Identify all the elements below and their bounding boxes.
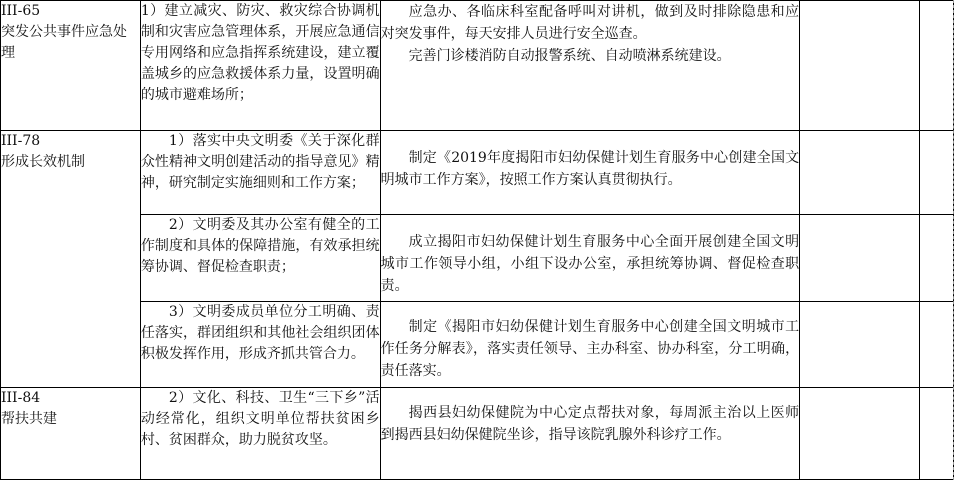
action-cell bbox=[380, 302, 800, 388]
item-name: 帮扶共建 bbox=[1, 411, 57, 427]
item-code: III-65 bbox=[1, 3, 41, 19]
requirement-cell bbox=[140, 388, 380, 480]
blank-cell bbox=[800, 215, 920, 302]
blank-cell bbox=[800, 388, 920, 480]
table-row bbox=[1, 215, 954, 302]
item-code: III-84 bbox=[1, 390, 41, 406]
action-cell bbox=[380, 388, 800, 480]
blank-cell bbox=[920, 388, 954, 480]
item-name: 突发公共事件应急处理 bbox=[1, 24, 127, 61]
blank-cell bbox=[800, 302, 920, 388]
requirement-text: 1）落实中央文明委《关于深化群众性精神文明创建活动的指导意见》精神，研究制定实施细则和工作方案； bbox=[140, 133, 380, 191]
item-code-cell bbox=[1, 388, 141, 480]
action-cell bbox=[380, 1, 800, 131]
blank-cell bbox=[800, 131, 920, 215]
blank-cell bbox=[920, 131, 954, 215]
table-row bbox=[1, 388, 954, 480]
requirement-cell bbox=[140, 1, 380, 131]
requirement-text: 1）建立减灾、防灾、救灾综合协调机制和灾害应急管理体系，开展应急通信专用网络和应急指挥系统建设，建立覆盖城乡的应急救援体系力量，设置明确的城市避难场所； bbox=[140, 3, 380, 103]
table-row bbox=[1, 131, 954, 215]
requirement-text: 2）文化、科技、卫生“三下乡”活动经常化，组织文明单位帮扶贫困乡村、贫困群众，助力脱贫攻坚。 bbox=[140, 390, 380, 448]
item-code-cell bbox=[1, 1, 141, 131]
action-paragraph: 完善门诊楼消防自动报警系统、自动喷淋系统建设。 bbox=[408, 48, 731, 64]
blank-cell bbox=[920, 215, 954, 302]
action-paragraph: 揭西县妇幼保健院为中心定点帮扶对象，每周派主治以上医师到揭西县妇幼保健院坐诊，指导该院乳腺外科诊疗工作。 bbox=[380, 405, 800, 443]
requirement-cell bbox=[140, 215, 380, 302]
blank-cell bbox=[920, 1, 954, 131]
requirement-text: 2）文明委及其办公室有健全的工作制度和具体的保障措施，有效承担统筹协调、督促检查职责； bbox=[140, 217, 380, 275]
action-paragraph: 制定《揭阳市妇幼保健计划生育服务中心创建全国文明城市工作任务分解表》，落实责任领导、主办科室、协办科室，分工明确，责任落实。 bbox=[380, 319, 800, 379]
item-code: III-78 bbox=[1, 133, 41, 149]
requirement-cell bbox=[140, 302, 380, 388]
table-row bbox=[1, 1, 954, 131]
action-paragraph: 成立揭阳市妇幼保健计划生育服务中心全面开展创建全国文明城市工作领导小组，小组下设办公室，承担统筹协调、督促检查职责。 bbox=[380, 234, 800, 294]
action-paragraph: 制定《2019年度揭阳市妇幼保健计划生育服务中心创建全国文明城市工作方案》，按照工作方案认真贯彻执行。 bbox=[380, 150, 800, 188]
item-name: 形成长效机制 bbox=[1, 154, 85, 170]
action-paragraph: 应急办、各临床科室配备呼叫对讲机，做到及时排除隐患和应对突发事件，每天安排人员进行安全巡查。 bbox=[380, 4, 800, 42]
blank-cell bbox=[800, 1, 920, 131]
item-code-cell bbox=[1, 131, 141, 388]
blank-cell bbox=[920, 302, 954, 388]
table-row bbox=[1, 302, 954, 388]
requirement-text: 3）文明委成员单位分工明确、责任落实，群团组织和其他社会组织团体积极发挥作用，形成齐抓共管合力。 bbox=[140, 304, 380, 362]
action-cell bbox=[380, 131, 800, 215]
requirement-cell bbox=[140, 131, 380, 215]
action-cell bbox=[380, 215, 800, 302]
